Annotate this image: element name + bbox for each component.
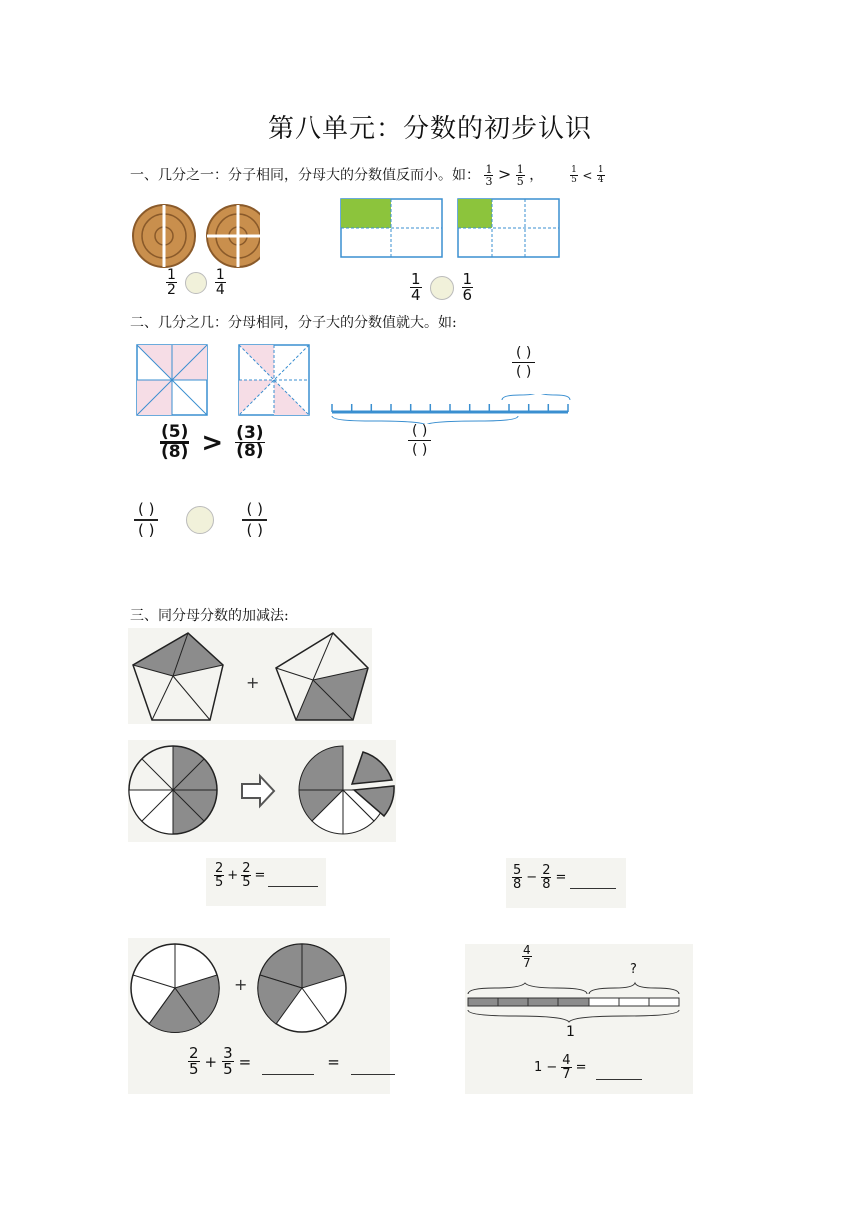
fraction-quarter: $\frac{1}{4}$ — [215, 267, 225, 298]
squares-figure — [136, 344, 312, 418]
section1-heading-line — [130, 164, 605, 187]
section1-heading: 一、几分之一：分子相同，分母大的分数值反而小。如： — [130, 167, 480, 184]
eq1-answer-blank[interactable] — [268, 864, 318, 887]
eq4-answer-blank[interactable] — [596, 1055, 642, 1080]
fraction-half: $\frac{1}{2}$ — [167, 267, 176, 298]
eq3-equals-2: = — [327, 1052, 340, 1071]
eq2-answer-blank[interactable] — [570, 866, 616, 889]
rectangles-figure — [340, 198, 564, 260]
eq1-operator: + — [227, 868, 239, 883]
bar-whole-label: 1 — [566, 1024, 575, 1040]
compare-circle[interactable] — [185, 272, 207, 294]
pentagon-two-fifths-right — [276, 633, 368, 720]
plus-sign: + — [234, 975, 248, 994]
equation1 — [214, 862, 318, 889]
eq3-fraction-b: $\frac{3}{5}$ — [223, 1044, 233, 1078]
circle-two-fifths — [131, 944, 219, 1033]
cookie-halves-icon — [133, 205, 195, 267]
squares-compare — [160, 424, 265, 461]
example2-fraction-b: $\frac{1}{4}$ — [597, 165, 604, 185]
eq4-fraction: $\frac{4}{7}$ — [562, 1053, 571, 1082]
number-line — [330, 394, 572, 424]
equation2 — [512, 864, 616, 891]
square-five-eighths — [137, 345, 207, 415]
practice-compare — [134, 502, 267, 538]
numberline-bottom-fraction: $\frac{( )}{( )}$ — [408, 424, 431, 457]
example1-operator: > — [497, 164, 512, 184]
pentagons-figure — [128, 628, 372, 724]
rect-quarters — [341, 199, 442, 257]
eq3-answer-blank-2[interactable] — [351, 1048, 395, 1075]
eq1-equals: = — [254, 868, 266, 883]
example2-operator: < — [582, 168, 593, 183]
fraction-one-quarter: $\frac{1}{4}$ — [411, 270, 421, 304]
eq3-answer-blank-1[interactable] — [262, 1048, 314, 1075]
equation4 — [534, 1054, 642, 1081]
example2-fraction-a: $\frac{1}{5}$ — [571, 165, 577, 185]
bar-question: ? — [630, 962, 637, 977]
cookie-compare — [166, 268, 226, 297]
fraction-three-eighths: $\frac{(3)}{(8)}$ — [236, 423, 264, 461]
eq4-lhs: 1 − — [534, 1060, 558, 1075]
eq2-fraction-b: $\frac{2}{8}$ — [542, 863, 551, 892]
eq2-operator: − — [526, 870, 538, 885]
eq2-fraction-a: $\frac{5}{8}$ — [513, 863, 522, 892]
example1-fraction-a: $\frac{1}{3}$ — [485, 163, 493, 188]
fraction-one-sixth: $\frac{1}{6}$ — [462, 270, 473, 304]
circle-pieces — [299, 746, 394, 834]
right-arrow-icon — [242, 776, 274, 806]
bar-model — [465, 974, 693, 1024]
fraction-five-eighths: $\frac{(5)}{(8)}$ — [161, 422, 189, 462]
blank-fraction-left[interactable]: $\frac{( )}{( )}$ — [134, 502, 158, 538]
eq2-equals: = — [555, 870, 567, 885]
eq1-fraction-a: $\frac{2}{5}$ — [215, 861, 224, 890]
square-three-eighths — [239, 345, 309, 415]
fifths-circles-figure — [128, 938, 390, 1038]
eq4-equals: = — [575, 1060, 587, 1075]
eq3-operator: + — [204, 1052, 218, 1071]
plus-sign: + — [246, 673, 260, 692]
circle-three-fifths — [258, 944, 346, 1032]
rect-compare — [410, 272, 473, 303]
example-separator: ， — [529, 167, 544, 184]
section3-heading: 三、同分母分数的加减法: — [130, 608, 289, 624]
cookie-quarters-icon — [207, 205, 260, 267]
section2-heading: 二、几分之几：分母相同，分子大的分数值就大。如: — [130, 315, 457, 331]
greater-than-sign: > — [201, 427, 224, 458]
equation3 — [188, 1046, 395, 1077]
rect-sixths — [458, 199, 559, 257]
eq1-fraction-b: $\frac{2}{5}$ — [242, 861, 251, 890]
blank-fraction-right[interactable]: $\frac{( )}{( )}$ — [242, 502, 266, 538]
eq3-equals: = — [238, 1052, 252, 1071]
page-title: 第八单元：分数的初步认识 — [267, 114, 592, 144]
bar-top-fraction: $\frac{4}{7}$ — [523, 943, 531, 970]
eq3-fraction-a: $\frac{2}{5}$ — [189, 1044, 199, 1078]
pentagon-two-fifths — [133, 633, 223, 720]
circle-five-eighths — [129, 746, 217, 834]
numberline-top-fraction: $\frac{( )}{( )}$ — [512, 346, 535, 379]
compare-circle[interactable] — [186, 506, 214, 534]
compare-circle[interactable] — [430, 276, 454, 300]
circles-figure — [128, 740, 396, 842]
example1-fraction-b: $\frac{1}{5}$ — [516, 163, 524, 188]
